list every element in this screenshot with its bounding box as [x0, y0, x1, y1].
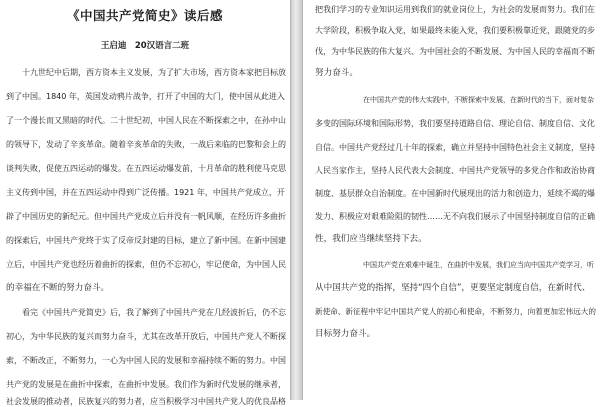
body-line: 社会发展的推动者，民族复兴的努力者，应当积极学习中国共产党人的优良品格 [6, 397, 286, 406]
body-line: 到了中国。1840 年，英国发动鸦片战争，打开了中国的大门，使中国从此进入 [6, 92, 285, 101]
body-line: 的探索后，中国共产党终于实了反帝反封建的目标，建立了新中国。在新中国建 [6, 236, 286, 245]
body-line: 初心，为中华民族的复兴而努力奋斗，尤其在改革开放后，中国共产党人不断探 [6, 332, 286, 341]
right-document-page [303, 0, 600, 400]
body-line: 人民当家作主，坚持人民代表大会制度、中国共产党领导的多党合作和政治协商 [315, 166, 595, 175]
body-line: 了一个漫长而又黑暗的时代。二十世纪初，中国人民在不断探索之中，在孙中山 [6, 116, 286, 125]
body-line: 主义传到中国，并在五四运动中得到广泛传播。1921 年，中国共产党成立，开 [6, 188, 285, 197]
body-line: 新使命、新征程中牢记中国共产党人的初心和使命，不断努力，向着更加宏伟远大的 [315, 307, 596, 316]
body-line: 从中国共产党的指挥，坚持“四个自信”，更要坚定制度自信，在新时代、 [315, 283, 591, 293]
body-line: 谈判失败，促使五四运动的爆发。在五四运动爆发前，十月革命的胜利使马克思 [6, 164, 286, 173]
body-line: 发力、积极应对艰难险阻的韧性……无不向我们展示了中国坚持制度自信的正确 [315, 212, 595, 221]
body-line: 把我们学习的专业知识运用到我们的就业岗位上，为社会的发展而努力。我们在 [315, 5, 595, 14]
body-line: 大学阶段，积极争取入党，如果最终未能入党，我们要积极靠近党，跟随党的步 [315, 26, 595, 35]
body-line: 制度、基层群众自治制度。在中国新时代展现出的活力和创造力，延续不竭的爆 [315, 189, 595, 198]
body-line: 立后，中国共产党也经历着曲折的探索，但仍不忘初心，牢记使命，为中国人民 [6, 260, 286, 269]
body-line: 在中国共产党的伟大实践中，不断探索中发展，在新时代的当下，面对复杂 [363, 96, 594, 104]
document-title: 《中国共产党简史》读后感 [66, 8, 223, 23]
author-line: 王启迪 20汉语言二班 [100, 41, 190, 51]
body-line: 自信。中国共产党经过几十年的探索，确立并坚持中国特色社会主义制度，坚持 [315, 143, 595, 152]
body-line: 看完《中国共产党简史》后，我了解到了中国共产党在几经波折后，仍不忘 [22, 308, 286, 317]
body-line: 多变的国际环境和国际形势，我们要坚持道路自信、理论自信、制度自信、文化 [315, 119, 595, 128]
page-divider [290, 0, 303, 400]
body-line: 索，不断改正，不断努力，一心为中国人民的发展和幸福持续不断的努力。中国 [6, 356, 286, 365]
body-line: 共产党的发展是在曲折中探索，在曲折中发展。我们作为新时代发展的继承者， [6, 380, 286, 389]
body-line: 努力奋斗。 [315, 68, 358, 78]
body-line: 的领导下，发动了辛亥革命。随着辛亥革命的失败，一战后来临的巴黎和会上的 [6, 140, 286, 149]
body-line: 性，我们应当继续坚持下去。 [315, 234, 427, 244]
body-line: 辟了中国历史的新纪元。但中国共产党成立后并没有一帆风顺，在经历许多曲折 [6, 212, 286, 221]
body-line: 伐，为中华民族的伟大复兴、为中国社会的不断发展、为中国人民的幸福而不断 [315, 47, 595, 56]
left-document-page [0, 0, 290, 406]
body-line: 目标努力奋斗。 [315, 329, 376, 339]
body-line: 的幸福在不断的努力奋斗。 [6, 283, 110, 293]
body-line: 十九世纪中后期，西方资本主义发展，为了扩大市场，西方资本家把目标放 [22, 68, 286, 77]
body-line: 中国共产党在艰难中诞生，在曲折中发展，我们应当向中国共产党学习，听 [363, 261, 594, 269]
